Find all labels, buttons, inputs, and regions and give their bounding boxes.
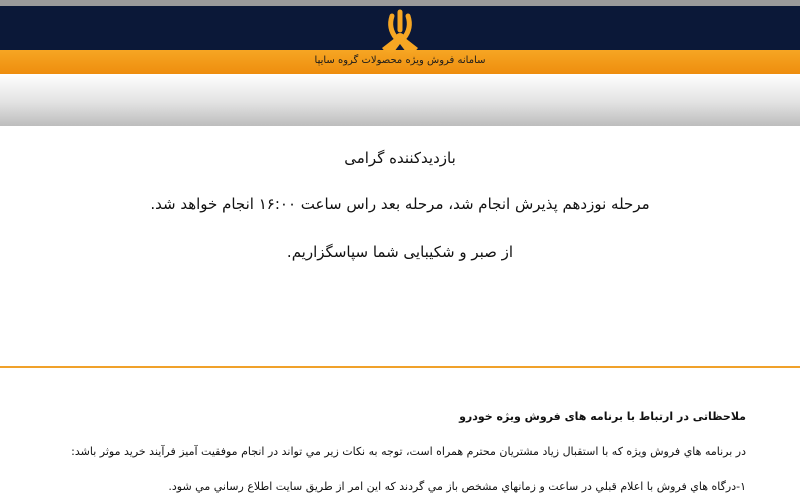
notes-paragraph: در برنامه هاي فروش ويژه که با استقبال زياد مشتريان محترم همراه است، توجه به نکات زير مي تواند در انجام موفقيت آميز فرآيند خريد موثر باشد: <box>71 445 746 458</box>
notes-section <box>0 368 800 500</box>
notice-panel <box>0 126 800 366</box>
header-gradient-band <box>0 74 800 126</box>
header-caption: سامانه فروش ویژه محصولات گروه سایپا <box>314 55 486 66</box>
notice-status-message: مرحله نوزدهم پذیرش انجام شد، مرحله بعد راس ساعت ۱۶:۰۰ انجام خواهد شد. <box>150 195 650 213</box>
notice-greeting: بازدیدکننده گرامی <box>344 149 456 167</box>
saipa-logo-icon <box>368 8 432 60</box>
notice-thanks-message: از صبر و شکیبایی شما سپاسگزاریم. <box>286 243 514 261</box>
notes-item-1: ۱-درگاه هاي فروش با اعلام قبلي در ساعت و زمانهاي مشخص باز مي گردند که اين امر از طريق سايت اطلاع رساني مي شود. <box>168 480 746 493</box>
notes-title: ملاحظاتی در ارتباط با برنامه های فروش ویژه خودرو <box>459 410 746 423</box>
